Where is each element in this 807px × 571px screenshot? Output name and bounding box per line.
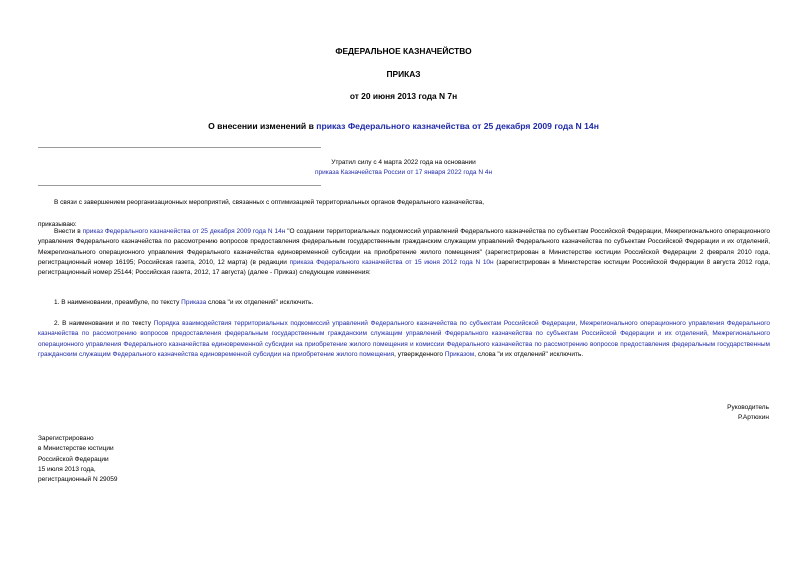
title-prefix: О внесении изменений в bbox=[208, 121, 317, 131]
item-2-prefix: 2. В наименовании и по тексту bbox=[54, 320, 154, 327]
procedure-link[interactable]: Порядка взаимодействия территориальных подкомиссий управлений Федерального казначейства по субъектам Российской Федерации, Межрегионального операционного управления Федерального казначейства по рассмотрению вопросов предоставления федеральным государственным гражданским служащим управлений Федерального казначейства по субъектам Российской Федерации и их отделений, Межрегионального операционного управления Федерального казначейства единовременной субсидии на приобретение жилого помещения и комиссии Федерального казначейства по рассмотрению вопросов предоставления федеральным государственным гражданским служащим Федерального казначейства единовременной субсидии на приобретение жилого помещения bbox=[38, 320, 770, 358]
registration-line-5: регистрационный N 29059 bbox=[38, 476, 118, 484]
item-2-suffix: , слова "и их отделений" исключить. bbox=[474, 350, 584, 358]
status-note-link[interactable]: приказа Казначейства России от 17 января 2022 года N 4н bbox=[314, 169, 493, 176]
document-date-number: от 20 июня 2013 года N 7н bbox=[349, 91, 458, 101]
main-text-2: (зарегистрирован в Министерстве юстиции Российской Федерации 8 августа 2012 года, регистрационный номер 25144; Российская газета, 2012, 17 августа) (далее - Приказ) следующие изменения: bbox=[38, 258, 770, 277]
main-order-paragraph bbox=[38, 227, 770, 278]
status-note-text: Утратил силу с 4 марта 2022 года на основании bbox=[331, 159, 476, 166]
item-1-paragraph bbox=[38, 298, 770, 308]
registration-block bbox=[38, 434, 258, 485]
item-1-prefix: 1. В наименовании, преамбуле, по тексту bbox=[54, 299, 182, 306]
registration-line-1: Зарегистрировано bbox=[38, 435, 94, 442]
registration-line-4: 15 июля 2013 года, bbox=[38, 465, 96, 473]
intro-paragraph: В связи с завершением реорганизационных мероприятий, связанных с оптимизацией территориальных органов Федерального казначейства, bbox=[54, 199, 485, 206]
item-1-order-link[interactable]: Приказа bbox=[181, 299, 207, 306]
registration-line-3: Российской Федерации bbox=[38, 455, 109, 463]
order-14n-link[interactable]: приказ Федерального казначейства от 25 декабря 2009 года N 14н bbox=[82, 228, 286, 235]
divider-bottom bbox=[38, 185, 321, 186]
document-type: ПРИКАЗ bbox=[386, 69, 421, 79]
main-text-1: "О создании территориальных подкомиссий управлений Федерального казначейства по субъектам Российской Федерации, Межрегионального операционного управления Федерального казначейства по рассмотрению вопросов предоставления федеральным государственным гражданским служащим управлений Федерального казначейства по субъектам Российской Федерации и их отделений, Межрегионального операционного управления Федерального казначейства единовременной субсидии на приобретение жилого помещения" (зарегистрирован в Министерстве юстиции Российской Федерации 2 февраля 2010 года, регистрационный номер 16195; Российская газета, 2010, 12 марта) (в редакции bbox=[38, 228, 770, 266]
order-word: приказываю: bbox=[38, 221, 77, 228]
document-title bbox=[0, 121, 807, 131]
signatory-name: Р.Артюхин bbox=[738, 414, 769, 422]
item-1-suffix: слова "и их отделений" исключить. bbox=[206, 299, 314, 306]
item-2-order-link[interactable]: Приказом bbox=[444, 350, 475, 358]
title-order-link[interactable]: приказ Федерального казначейства от 25 декабря 2009 года N 14н bbox=[316, 121, 599, 131]
item-2-paragraph bbox=[38, 319, 770, 360]
signatory-position: Руководитель bbox=[727, 404, 769, 411]
signature-block bbox=[569, 403, 769, 424]
divider-top bbox=[38, 147, 321, 148]
order-10n-link[interactable]: приказа Федерального казначейства от 15 июня 2012 года N 10н bbox=[289, 258, 494, 266]
agency-name: ФЕДЕРАЛЬНОЕ КАЗНАЧЕЙСТВО bbox=[335, 46, 472, 56]
item-2-mid: , утвержденного bbox=[394, 350, 445, 358]
main-prefix: Внести в bbox=[54, 228, 83, 235]
registration-line-2: в Министерстве юстиции bbox=[38, 445, 114, 453]
status-note bbox=[0, 158, 807, 178]
